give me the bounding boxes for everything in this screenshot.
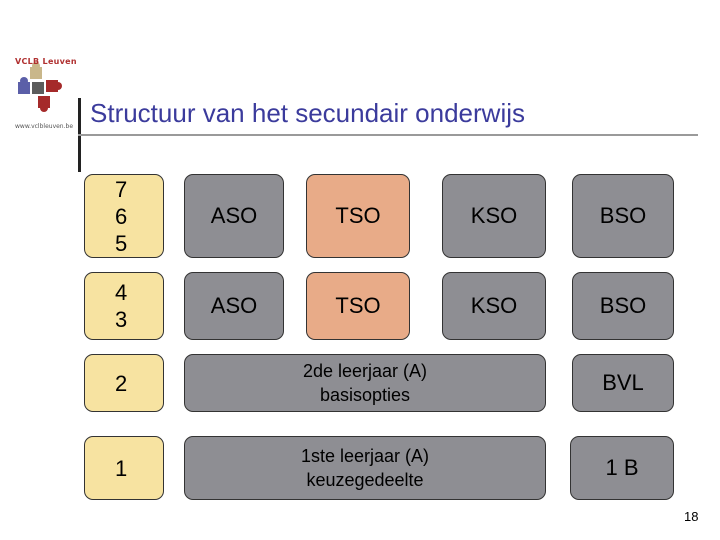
merged-line: basisopties xyxy=(319,385,411,405)
merged-line: 2de leerjaar (A) xyxy=(302,361,428,381)
year-box-7-6-5 xyxy=(84,174,164,258)
page-number: 18 xyxy=(684,509,699,524)
bso-box-lower: BSO xyxy=(572,272,674,340)
year-label: 5 xyxy=(115,230,128,256)
year-label: 6 xyxy=(115,203,128,229)
aso-box-upper: ASO xyxy=(184,174,284,258)
year-label: 3 xyxy=(115,307,128,332)
first-year-merged-box xyxy=(184,436,546,500)
year-label: 2 xyxy=(115,370,128,396)
kso-box-upper: KSO xyxy=(442,174,546,258)
logo-text: VCLB Leuven xyxy=(15,57,77,66)
aso-box-lower: ASO xyxy=(184,272,284,340)
first-b-box: 1 B xyxy=(570,436,674,500)
bso-box-upper: BSO xyxy=(572,174,674,258)
page-title: Structuur van het secundair onderwijs xyxy=(90,98,526,128)
second-year-merged-box xyxy=(184,354,546,412)
logo-url: www.vclbleuven.be xyxy=(15,123,74,130)
year-box-2 xyxy=(84,354,164,412)
title-underline xyxy=(78,134,698,136)
tso-box-lower: TSO xyxy=(306,272,410,340)
year-box-4-3 xyxy=(84,272,164,340)
year-label: 1 xyxy=(115,455,128,481)
kso-box-lower: KSO xyxy=(442,272,546,340)
year-label: 7 xyxy=(115,176,128,202)
merged-line: 1ste leerjaar (A) xyxy=(300,446,430,466)
merged-line: keuzegedeelte xyxy=(306,470,424,490)
tso-box-upper: TSO xyxy=(306,174,410,258)
year-label: 4 xyxy=(115,280,128,305)
bvl-box: BVL xyxy=(572,354,674,412)
year-box-1 xyxy=(84,436,164,500)
